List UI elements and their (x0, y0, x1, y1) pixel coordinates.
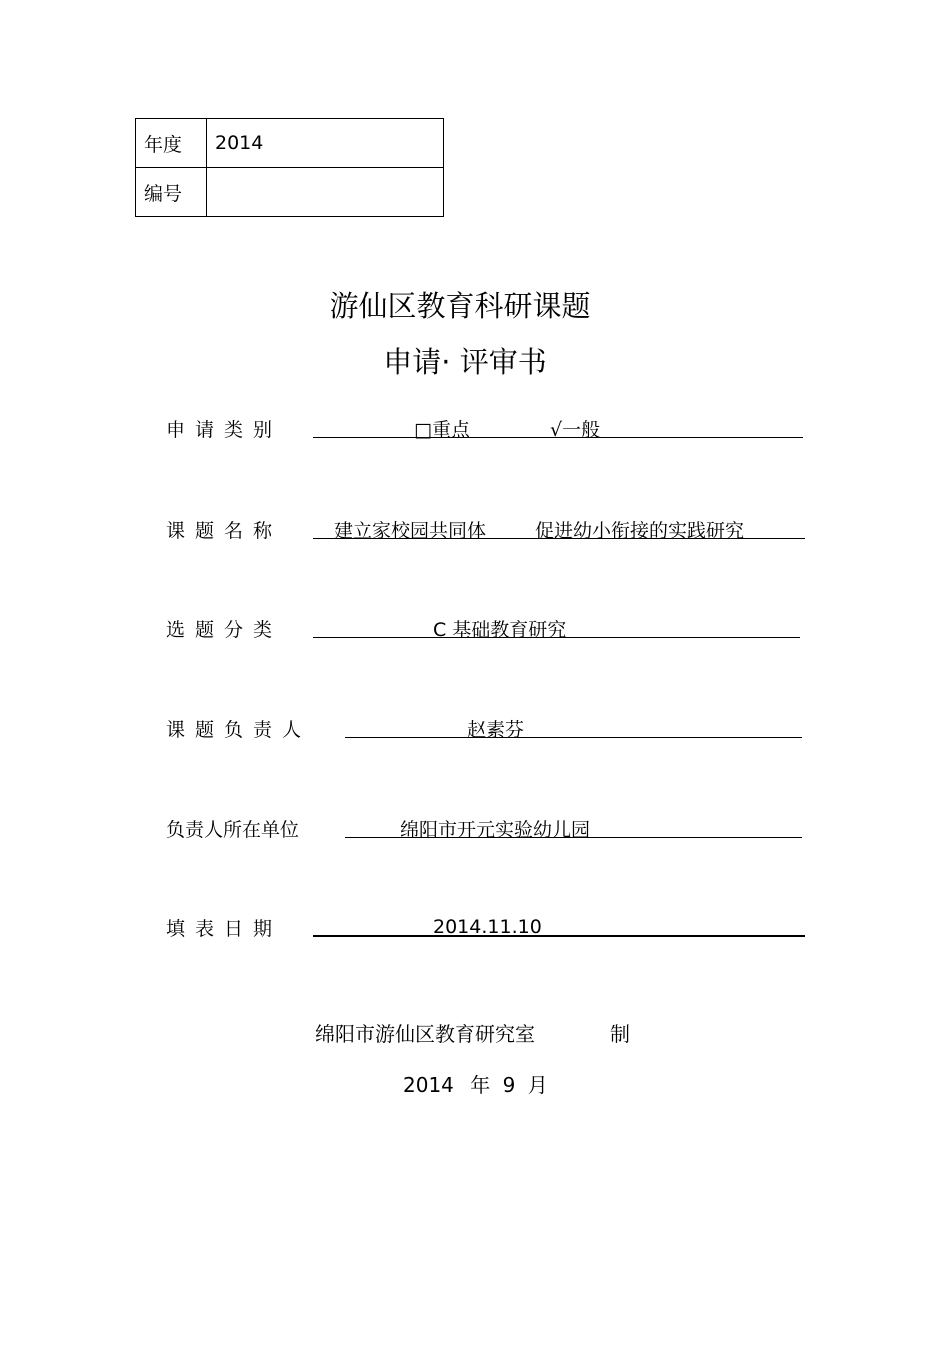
category-label: 申请类别 (166, 419, 283, 441)
issuer-suffix: 制 (610, 1022, 630, 1046)
leader-label: 课题负责人 (166, 719, 312, 741)
issue-date-year: 2014 (403, 1073, 454, 1097)
year-label: 年度 (136, 119, 207, 168)
issue-date-month: 9 (502, 1073, 516, 1097)
issue-date-year-char: 年 (470, 1073, 491, 1097)
meta-table (135, 118, 444, 217)
topic-name-label: 课题名称 (166, 520, 283, 542)
classification-value[interactable]: C 基础教育研究 (433, 619, 567, 641)
date-label: 填表日期 (166, 918, 283, 940)
unit-label: 负责人所在单位 (166, 819, 300, 841)
number-value[interactable] (207, 168, 444, 217)
date-underline (313, 935, 805, 937)
number-row (136, 168, 444, 217)
category-option-key[interactable]: □重点 (414, 419, 470, 441)
date-value[interactable]: 2014.11.10 (433, 916, 542, 938)
category-option-general[interactable]: √一般 (550, 419, 601, 441)
issue-date-month-char: 月 (527, 1073, 548, 1097)
number-label: 编号 (136, 168, 207, 217)
unit-value[interactable]: 绵阳市开元实验幼儿园 (400, 819, 591, 841)
leader-underline (345, 737, 802, 738)
year-row (136, 119, 444, 168)
leader-value[interactable]: 赵素芬 (467, 719, 525, 741)
topic-name-value-part1[interactable]: 建立家校园共同体 (334, 520, 487, 542)
issuer-name: 绵阳市游仙区教育研究室 (315, 1022, 535, 1046)
issue-date (403, 1069, 548, 1098)
classification-label: 选题分类 (166, 619, 283, 641)
document-title: 游仙区教育科研课题 (329, 289, 591, 323)
topic-name-value-part2[interactable]: 促进幼小衔接的实践研究 (535, 520, 745, 542)
year-value[interactable]: 2014 (207, 119, 444, 168)
document-subtitle: 申请· 评审书 (383, 345, 547, 379)
